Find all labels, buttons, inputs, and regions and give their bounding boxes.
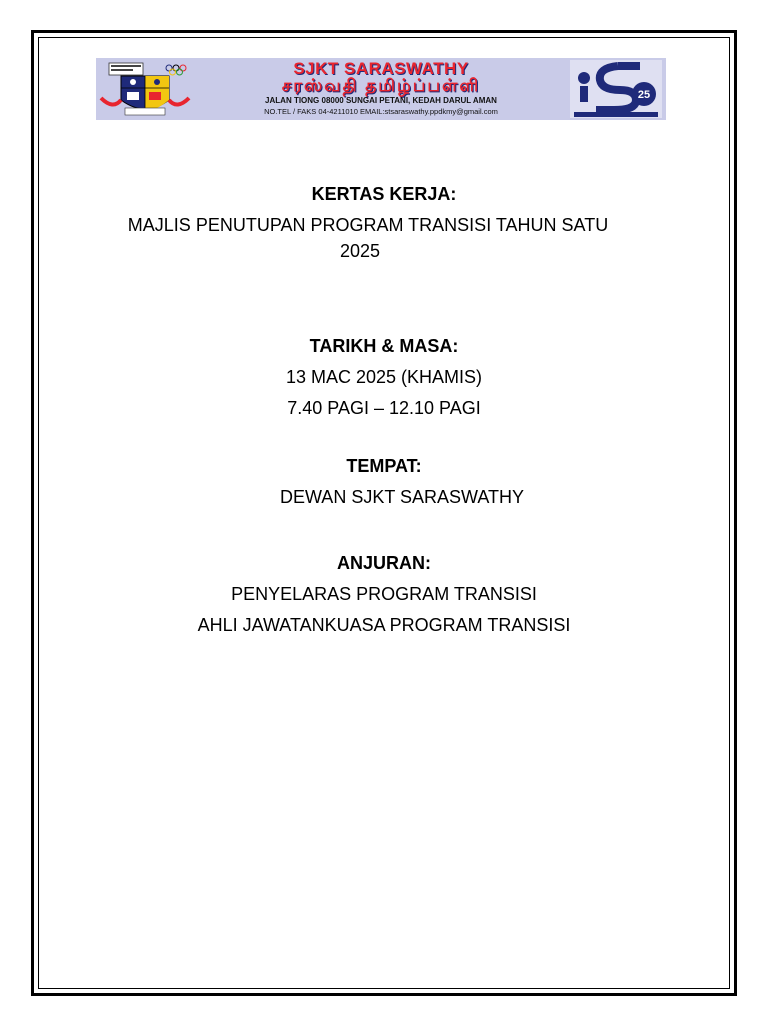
- date-value: 13 MAC 2025 (KHAMIS): [285, 367, 483, 387]
- banner-text-block: [196, 58, 566, 120]
- school-name: SJKT SARASWATHY: [293, 59, 469, 78]
- badge-number: 25: [637, 89, 651, 101]
- school-banner: [96, 58, 666, 120]
- document-title-line2: 2025: [339, 241, 381, 261]
- organizer-line1: PENYELARAS PROGRAM TRANSISI: [231, 584, 537, 604]
- page-border: [31, 30, 737, 996]
- venue-label: TEMPAT:: [346, 456, 422, 476]
- organizer-label: ANJURAN:: [337, 553, 431, 573]
- school-contact: NO.TEL / FAKS 04-4211010 EMAIL:stsaraswathy.ppdkmy@gmail.com: [264, 107, 498, 116]
- page-inner-border: [38, 37, 730, 989]
- date-label: TARIKH & MASA:: [309, 336, 459, 356]
- time-value: 7.40 PAGI – 12.10 PAGI: [287, 398, 481, 418]
- school-name-tamil: சரஸ்வதி தமிழ்ப்பள்ளி: [281, 76, 481, 95]
- organizer-line2: AHLI JAWATANKUASA PROGRAM TRANSISI: [197, 615, 571, 635]
- school-address: JALAN TIONG 08000 SUNGAI PETANI, KEDAH DARUL AMAN: [265, 96, 497, 105]
- document-title-line1: MAJLIS PENUTUPAN PROGRAM TRANSISI TAHUN SATU: [127, 215, 609, 235]
- document-heading: KERTAS KERJA:: [311, 184, 457, 204]
- program-logo-icon: [570, 60, 662, 118]
- school-crest-icon: [99, 60, 191, 118]
- venue-value: DEWAN SJKT SARASWATHY: [279, 487, 525, 507]
